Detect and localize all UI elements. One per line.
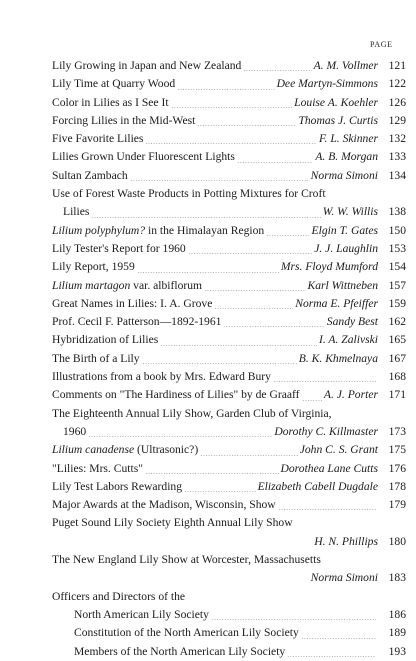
toc-page-number: 162: [388, 315, 406, 329]
toc-title: [52, 313, 221, 331]
toc-page-number: 133: [388, 150, 406, 164]
toc-page-number: 132: [388, 132, 406, 146]
toc-entry: [52, 350, 406, 368]
toc-heading-line: [52, 405, 406, 423]
leader-dots: [287, 656, 376, 657]
toc-page-number: 121: [388, 59, 406, 72]
toc-page-number: 180: [388, 534, 406, 548]
leader-dots: [184, 491, 256, 492]
toc-title: [74, 624, 299, 642]
toc-title-text: Sultan Zambach: [52, 168, 128, 182]
toc-author: Norma Simoni: [310, 571, 378, 585]
toc-entry: [52, 441, 406, 459]
toc-title: [52, 222, 264, 240]
toc-author-line: [52, 569, 406, 587]
toc-title: [74, 643, 285, 661]
toc-title-text: Lily Test Labors Rewarding: [52, 479, 183, 493]
toc-page-number: 126: [388, 95, 406, 109]
toc-title-text: Constitution of the North American Lily Society: [74, 626, 299, 640]
toc-title-text: Great Names in Lilies: I. A. Grove: [52, 296, 213, 310]
toc-title: Officers and Directors of the: [52, 589, 186, 603]
toc-title-text: Major Awards at the Madison, Wisconsin, Show: [52, 498, 276, 512]
leader-dots: [91, 217, 320, 218]
toc-heading-line: [52, 588, 406, 606]
toc-page-number: 176: [388, 461, 406, 475]
leader-dots: [301, 638, 376, 639]
toc-author: H. N. Phillips: [314, 534, 378, 548]
leader-dots: [197, 125, 296, 126]
toc-page-number: 171: [388, 388, 406, 402]
toc-title: [52, 368, 271, 386]
toc-title: [63, 423, 86, 441]
toc-title: [52, 350, 140, 368]
toc-title: Puget Sound Lily Society Eighth Annual Lily Show: [52, 516, 293, 530]
toc-entry: [52, 386, 406, 404]
toc-entry: [52, 75, 406, 93]
toc-page-number: 178: [388, 479, 406, 493]
toc-author: A. M. Vollmer: [313, 59, 378, 72]
leader-dots: [237, 162, 313, 163]
toc-page-number: 122: [388, 77, 406, 91]
toc-heading-line: [52, 185, 406, 203]
toc-entry: [52, 368, 406, 386]
toc-entry: [52, 167, 406, 185]
toc-title: [74, 606, 209, 624]
toc-entry: [52, 624, 406, 642]
toc-page-number: 154: [388, 260, 406, 274]
toc-author: W. W. Willis: [322, 205, 378, 219]
toc-entry: [52, 478, 406, 496]
toc-title-text: Lily Growing in Japan and New Zealand: [52, 59, 242, 72]
toc-title: [52, 277, 202, 295]
toc-title: [52, 94, 169, 112]
toc-title-text: Lily Report, 1959: [52, 260, 135, 274]
leader-dots: [200, 455, 298, 456]
leader-dots: [142, 363, 297, 364]
toc-page-number: 189: [388, 626, 406, 640]
toc-page-number: 167: [388, 351, 406, 365]
toc-title: [52, 57, 241, 75]
toc-title-text: Hybridization of Lilies: [52, 333, 159, 347]
toc-title-text: Lily Time at Quarry Wood: [52, 77, 176, 91]
toc-author: John C. S. Grant: [299, 443, 378, 457]
toc-entry: [52, 258, 406, 276]
toc-title: [52, 167, 128, 185]
toc-entry: [52, 277, 406, 295]
toc-author: I. A. Zalivski: [318, 333, 378, 347]
leader-dots: [278, 509, 376, 510]
leader-dots: [302, 400, 322, 401]
toc-title: [52, 386, 300, 404]
toc-page-number: 173: [388, 424, 406, 438]
toc-title-text: Forcing Lilies in the Mid-West: [52, 113, 196, 127]
leader-dots: [223, 326, 324, 327]
toc-page-number: 179: [388, 498, 406, 512]
leader-dots: [177, 89, 274, 90]
toc-title: [52, 295, 212, 313]
toc-author: J. J. Laughlin: [314, 241, 378, 255]
toc-entry: [52, 460, 406, 478]
toc-title: [63, 203, 89, 221]
toc-heading-line: [52, 551, 406, 569]
toc-title: The New England Lily Show at Worcester, Massachusetts: [52, 553, 321, 567]
toc-author: Louise A. Koehler: [294, 95, 378, 109]
leader-dots: [214, 308, 293, 309]
toc-entry: [52, 130, 406, 148]
toc-entry: [52, 295, 406, 313]
toc-author: B. K. Khmelnaya: [298, 351, 378, 365]
toc-title-text: Prof. Cecil F. Patterson—1892-1961: [52, 315, 222, 329]
toc-title-text: Five Favorite Lilies: [52, 132, 144, 146]
toc-author: Dee Martyn-Simmons: [276, 77, 378, 91]
toc-page-number: 129: [388, 113, 406, 127]
toc-title: [52, 240, 186, 258]
toc-author: Karl Wittneben: [307, 278, 378, 292]
toc-author: Norma Simoni: [310, 168, 378, 182]
leader-dots: [273, 381, 376, 382]
leader-dots: [160, 345, 317, 346]
toc-entry: [52, 203, 406, 221]
toc-author: F. L. Skinner: [318, 132, 378, 146]
toc-entry: [52, 112, 406, 130]
leader-dots: [145, 473, 279, 474]
toc-author: Dorothea Lane Cutts: [280, 461, 378, 475]
toc-page-number: 134: [388, 168, 406, 182]
toc-page-number: 150: [388, 223, 406, 237]
toc-author: Thomas J. Curtis: [298, 113, 378, 127]
toc-author: Dorothy C. Killmaster: [274, 424, 378, 438]
toc-title: [52, 148, 235, 166]
toc-title: [52, 441, 198, 459]
toc-author: Sandy Best: [326, 315, 378, 329]
toc-page-number: 157: [388, 278, 406, 292]
contents-list: [52, 57, 406, 661]
toc-page-number: 186: [388, 607, 406, 621]
toc-title-text: Lilies: [63, 205, 90, 219]
toc-page-number: 193: [388, 644, 406, 658]
toc-title: [52, 331, 158, 349]
toc-title-text: Lilies Grown Under Fluorescent Lights: [52, 150, 235, 164]
toc-entry: [52, 222, 406, 240]
leader-dots: [266, 235, 309, 236]
toc-page-number: 168: [388, 370, 406, 384]
toc-page-number: 183: [388, 571, 406, 585]
toc-author: Norma E. Pfeiffer: [295, 296, 378, 310]
toc-page-number: 165: [388, 333, 406, 347]
toc-title-text: Lily Tester's Report for 1960: [52, 241, 186, 255]
toc-entry: [52, 148, 406, 166]
toc-entry: [52, 57, 406, 75]
toc-title-text: The Birth of a Lily: [52, 351, 140, 365]
toc-title: [52, 460, 143, 478]
toc-title-text: North American Lily Society: [74, 607, 209, 621]
toc-title: [52, 478, 182, 496]
leader-dots: [211, 619, 376, 620]
leader-dots: [145, 143, 317, 144]
toc-title-text: (Ultrasonic?): [134, 443, 199, 457]
leader-dots: [130, 180, 309, 181]
toc-title: [52, 258, 135, 276]
toc-entry: [52, 496, 406, 514]
toc-title: Use of Forest Waste Products in Potting Mixtures for Croft: [52, 187, 326, 201]
leader-dots: [171, 107, 293, 108]
toc-title: [52, 112, 195, 130]
toc-author-line: [52, 533, 406, 551]
toc-page-number: 175: [388, 443, 406, 457]
toc-title: [52, 75, 175, 93]
toc-title-text: in the Himalayan Region: [145, 223, 265, 237]
toc-title-italic: Lilium martagon: [52, 278, 131, 292]
toc-page-number: 159: [388, 296, 406, 310]
toc-page-number: 153: [388, 241, 406, 255]
leader-dots: [188, 253, 313, 254]
toc-entry: [52, 94, 406, 112]
toc-author: Mrs. Floyd Mumford: [280, 260, 378, 274]
toc-title-text: Illustrations from a book by Mrs. Edward Bury: [52, 370, 271, 384]
toc-author: A. B. Morgan: [315, 150, 378, 164]
toc-heading-line: [52, 514, 406, 532]
leader-dots: [88, 436, 272, 437]
toc-entry: [52, 423, 406, 441]
leader-dots: [243, 70, 311, 71]
toc-title-text: Comments on "The Hardiness of Lilies" by de Graaff: [52, 388, 300, 402]
toc-entry: [52, 240, 406, 258]
toc-author: Elizabeth Cabell Dugdale: [257, 479, 378, 493]
toc-entry: [52, 313, 406, 331]
toc-title-text: 1960: [63, 424, 87, 438]
toc-title-text: Color in Lilies as I See It: [52, 95, 169, 109]
toc-title: The Eighteenth Annual Lily Show, Garden Club of Virginia,: [52, 406, 332, 420]
toc-author: Elgin T. Gates: [311, 223, 378, 237]
page-column-header: PAGE: [370, 40, 393, 49]
toc-entry: [52, 331, 406, 349]
toc-author: A. J. Porter: [323, 388, 378, 402]
toc-title: [52, 496, 276, 514]
toc-title: [52, 130, 143, 148]
toc-title-text: "Lilies: Mrs. Cutts": [52, 461, 143, 475]
toc-title-text: Members of the North American Lily Society: [74, 644, 286, 658]
toc-title-italic: Lilium canadense: [52, 443, 135, 457]
toc-entry: [52, 643, 406, 661]
toc-title-text: var. albiflorum: [130, 278, 203, 292]
leader-dots: [137, 272, 279, 273]
toc-title-italic: Lilium polyphylum?: [52, 223, 146, 237]
toc-entry: [52, 606, 406, 624]
leader-dots: [204, 290, 305, 291]
toc-page-number: 138: [388, 205, 406, 219]
